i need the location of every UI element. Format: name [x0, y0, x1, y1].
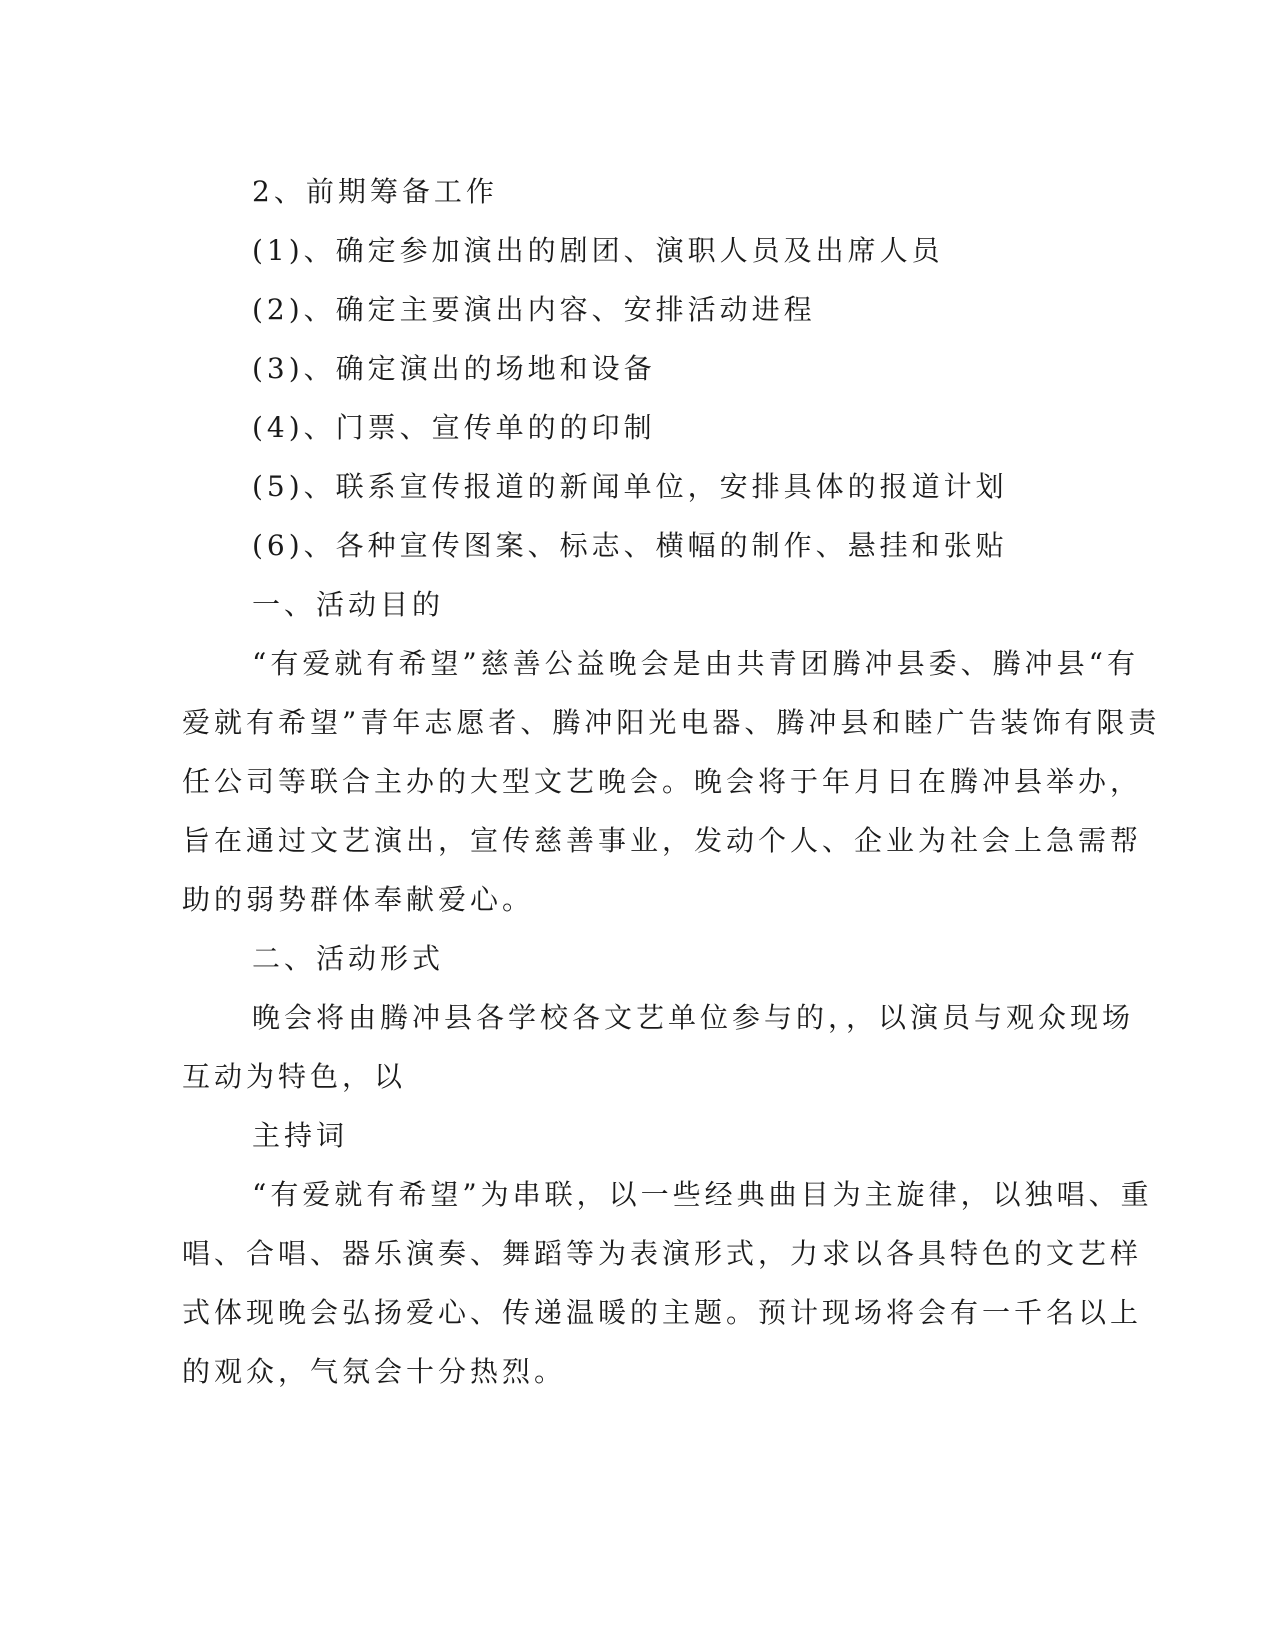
- list-item: (2)、确定主要演出内容、安排活动进程: [252, 293, 816, 326]
- paragraph-line: 任公司等联合主办的大型文艺晚会。晚会将于年月日在腾冲县举办，: [182, 765, 1143, 798]
- paragraph-line: 式体现晚会弘扬爱心、传递温暖的主题。预计现场将会有一千名以上: [182, 1296, 1143, 1329]
- paragraph-line: “有爱就有希望”慈善公益晚会是由共青团腾冲县委、腾冲县“有: [252, 647, 1139, 680]
- list-item: (1)、确定参加演出的剧团、演职人员及出席人员: [252, 234, 944, 267]
- section-heading-preparation: 2、前期筹备工作: [252, 175, 498, 208]
- paragraph-line: 的观众，气氛会十分热烈。: [182, 1355, 567, 1388]
- section-heading-purpose: 一、活动目的: [252, 588, 445, 621]
- paragraph-line: “有爱就有希望”为串联，以一些经典曲目为主旋律，以独唱、重: [252, 1178, 1153, 1211]
- list-item: (3)、确定演出的场地和设备: [252, 352, 656, 385]
- paragraph-line: 旨在通过文艺演出，宣传慈善事业，发动个人、企业为社会上急需帮: [182, 824, 1143, 857]
- paragraph-line: 爱就有希望”青年志愿者、腾冲阳光电器、腾冲县和睦广告装饰有限责: [182, 706, 1161, 739]
- host-script-label: 主持词: [252, 1119, 349, 1152]
- paragraph-line: 互动为特色，以: [182, 1060, 407, 1093]
- paragraph-line: 助的弱势群体奉献爱心。: [182, 883, 535, 916]
- list-item: (5)、联系宣传报道的新闻单位，安排具体的报道计划: [252, 470, 1008, 503]
- list-item: (6)、各种宣传图案、标志、横幅的制作、悬挂和张贴: [252, 529, 1008, 562]
- paragraph-line: 唱、合唱、器乐演奏、舞蹈等为表演形式，力求以各具特色的文艺样: [182, 1237, 1143, 1270]
- document-body: [182, 162, 1161, 1401]
- paragraph-line: 晚会将由腾冲县各学校各文艺单位参与的，，以演员与观众现场: [252, 1001, 1135, 1034]
- section-heading-format: 二、活动形式: [252, 942, 445, 975]
- list-item: (4)、门票、宣传单的的印制: [252, 411, 656, 444]
